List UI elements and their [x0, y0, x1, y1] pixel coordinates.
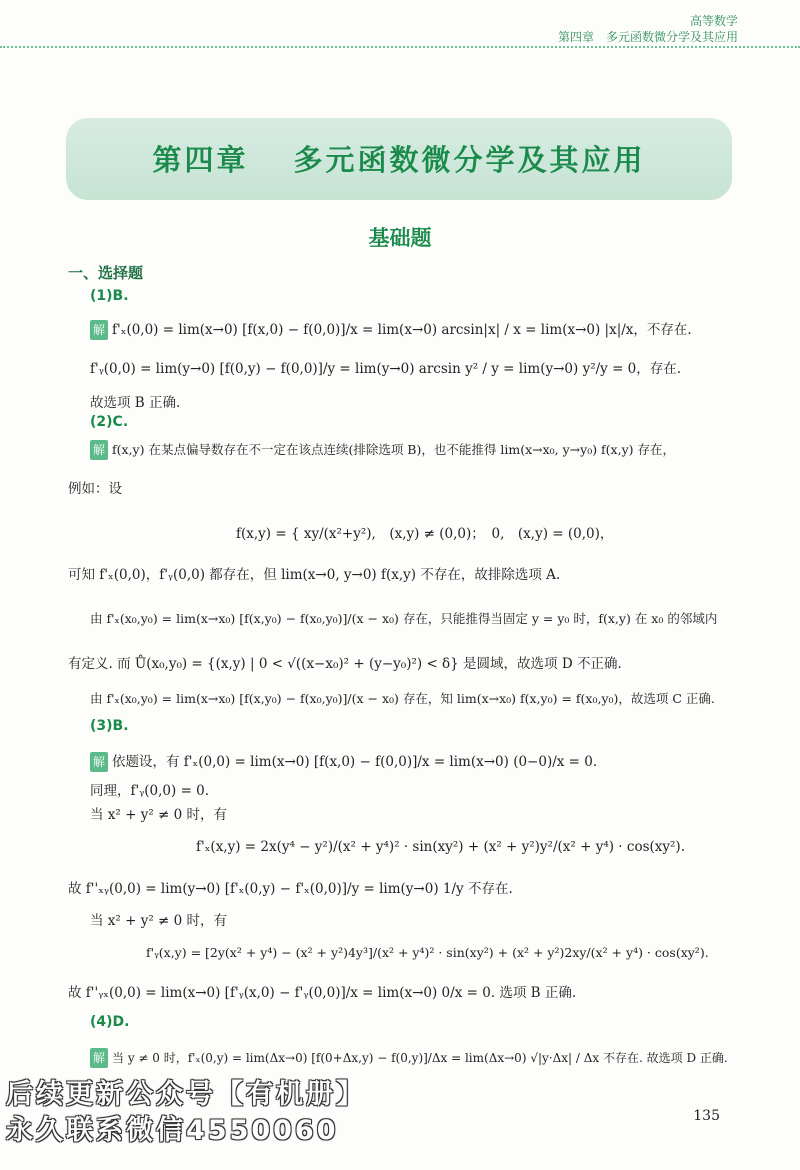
part-title: 一、选择题 — [68, 264, 144, 282]
answer-tag: 解 — [90, 440, 108, 460]
q4-line-1 — [90, 1048, 728, 1068]
q3-line-1 — [90, 752, 597, 772]
q4-text-1: 当 y ≠ 0 时，f'ₓ(0,y) = lim(Δx→0) [f(0+Δx,y) − f(0,y)]/Δx = lim(Δx→0) √|y·Δx| / Δx 不存在. 故选项 D 正确. — [112, 1051, 728, 1065]
q3-line-3: 当 x² + y² ≠ 0 时，有 — [90, 807, 228, 823]
chapter-banner-title: 第四章 多元函数微分学及其应用 — [152, 143, 646, 177]
answer-tag: 解 — [90, 752, 108, 772]
q2-line-4: 可知 f'ₓ(0,0)，f'ᵧ(0,0) 都存在，但 lim(x→0, y→0) f(x,y) 不存在，故排除选项 A. — [68, 567, 561, 583]
q2-line-7: 由 f'ₓ(x₀,y₀) = lim(x→x₀) [f(x,y₀) − f(x₀,y₀)]/(x − x₀) 存在，知 lim(x→x₀) f(x,y₀) = f(x₀,y₀)，故选项 C 正确. — [90, 691, 715, 706]
q2-number: (2)C. — [90, 414, 129, 430]
header-divider — [0, 46, 800, 48]
q2-line-2: 例如：设 — [68, 481, 122, 497]
q4-number: (4)D. — [90, 1014, 130, 1030]
header-book-title: 高等数学 — [689, 14, 738, 28]
q2-line-6: 有定义. 而 Ů(x₀,y₀) = {(x,y) | 0 < √((x−x₀)² + (y−y₀)²) < δ} 是圆域，故选项 D 不正确. — [68, 656, 622, 672]
section-title: 基础题 — [368, 226, 432, 250]
q3-line-4: f'ₓ(x,y) = 2x(y⁴ − y²)/(x² + y⁴)² · sin(xy²) + (x² + y²)y²/(x² + y⁴) · cos(xy²). — [196, 839, 685, 855]
q3-line-5: 故 f''ₓᵧ(0,0) = lim(y→0) [f'ₓ(0,y) − f'ₓ(0,0)]/y = lim(y→0) 1/y 不存在. — [68, 881, 513, 897]
answer-tag: 解 — [90, 320, 108, 340]
q3-line-7: f'ᵧ(x,y) = [2y(x² + y⁴) − (x² + y²)4y³]/(x² + y⁴)² · sin(xy²) + (x² + y²)2xy/(x² + y⁴) · cos(xy²). — [146, 945, 709, 960]
q1-number: (1)B. — [90, 288, 129, 304]
q1-line-1 — [90, 320, 692, 340]
q3-text-1: 依题设，有 f'ₓ(0,0) = lim(x→0) [f(x,0) − f(0,0)]/x = lim(x→0) (0−0)/x = 0. — [112, 754, 598, 770]
q2-line-5: 由 f'ₓ(x₀,y₀) = lim(x→x₀) [f(x,y₀) − f(x₀,y₀)]/(x − x₀) 存在，只能推得当固定 y = y₀ 时，f(x,y) 在 x₀ 的邻域内 — [90, 611, 718, 626]
q1-line-3: 故选项 B 正确. — [90, 395, 181, 411]
answer-tag: 解 — [90, 1048, 108, 1068]
q2-text-1: f(x,y) 在某点偏导数存在不一定在该点连续(排除选项 B)，也不能推得 lim(x→x₀, y→y₀) f(x,y) 存在， — [112, 442, 675, 457]
watermark-line-2: 永久联系微信4550060 — [6, 1115, 339, 1146]
header-chapter-title: 第四章 多元函数微分学及其应用 — [557, 30, 738, 44]
page-number: 135 — [693, 1108, 720, 1124]
q3-line-6: 当 x² + y² ≠ 0 时，有 — [90, 913, 228, 929]
q2-piecewise: f(x,y) = { xy/(x²+y²), (x,y) ≠ (0,0)； 0, (x,y) = (0,0)， — [236, 526, 614, 542]
q3-line-8: 故 f''ᵧₓ(0,0) = lim(x→0) [f'ᵧ(x,0) − f'ᵧ(0,0)]/x = lim(x→0) 0/x = 0. 选项 B 正确. — [68, 985, 577, 1001]
q2-line-1 — [90, 440, 675, 460]
watermark-line-1: 后续更新公众号【有机册】 — [6, 1079, 366, 1110]
q3-line-2: 同理，f'ᵧ(0,0) = 0. — [90, 783, 210, 799]
q1-text-1: f'ₓ(0,0) = lim(x→0) [f(x,0) − f(0,0)]/x = lim(x→0) arcsin|x| / x = lim(x→0) |x|/x，不存在. — [112, 322, 692, 338]
q1-line-2: f'ᵧ(0,0) = lim(y→0) [f(0,y) − f(0,0)]/y = lim(y→0) arcsin y² / y = lim(y→0) y²/y = 0，存在. — [90, 361, 682, 377]
q3-number: (3)B. — [90, 718, 129, 734]
